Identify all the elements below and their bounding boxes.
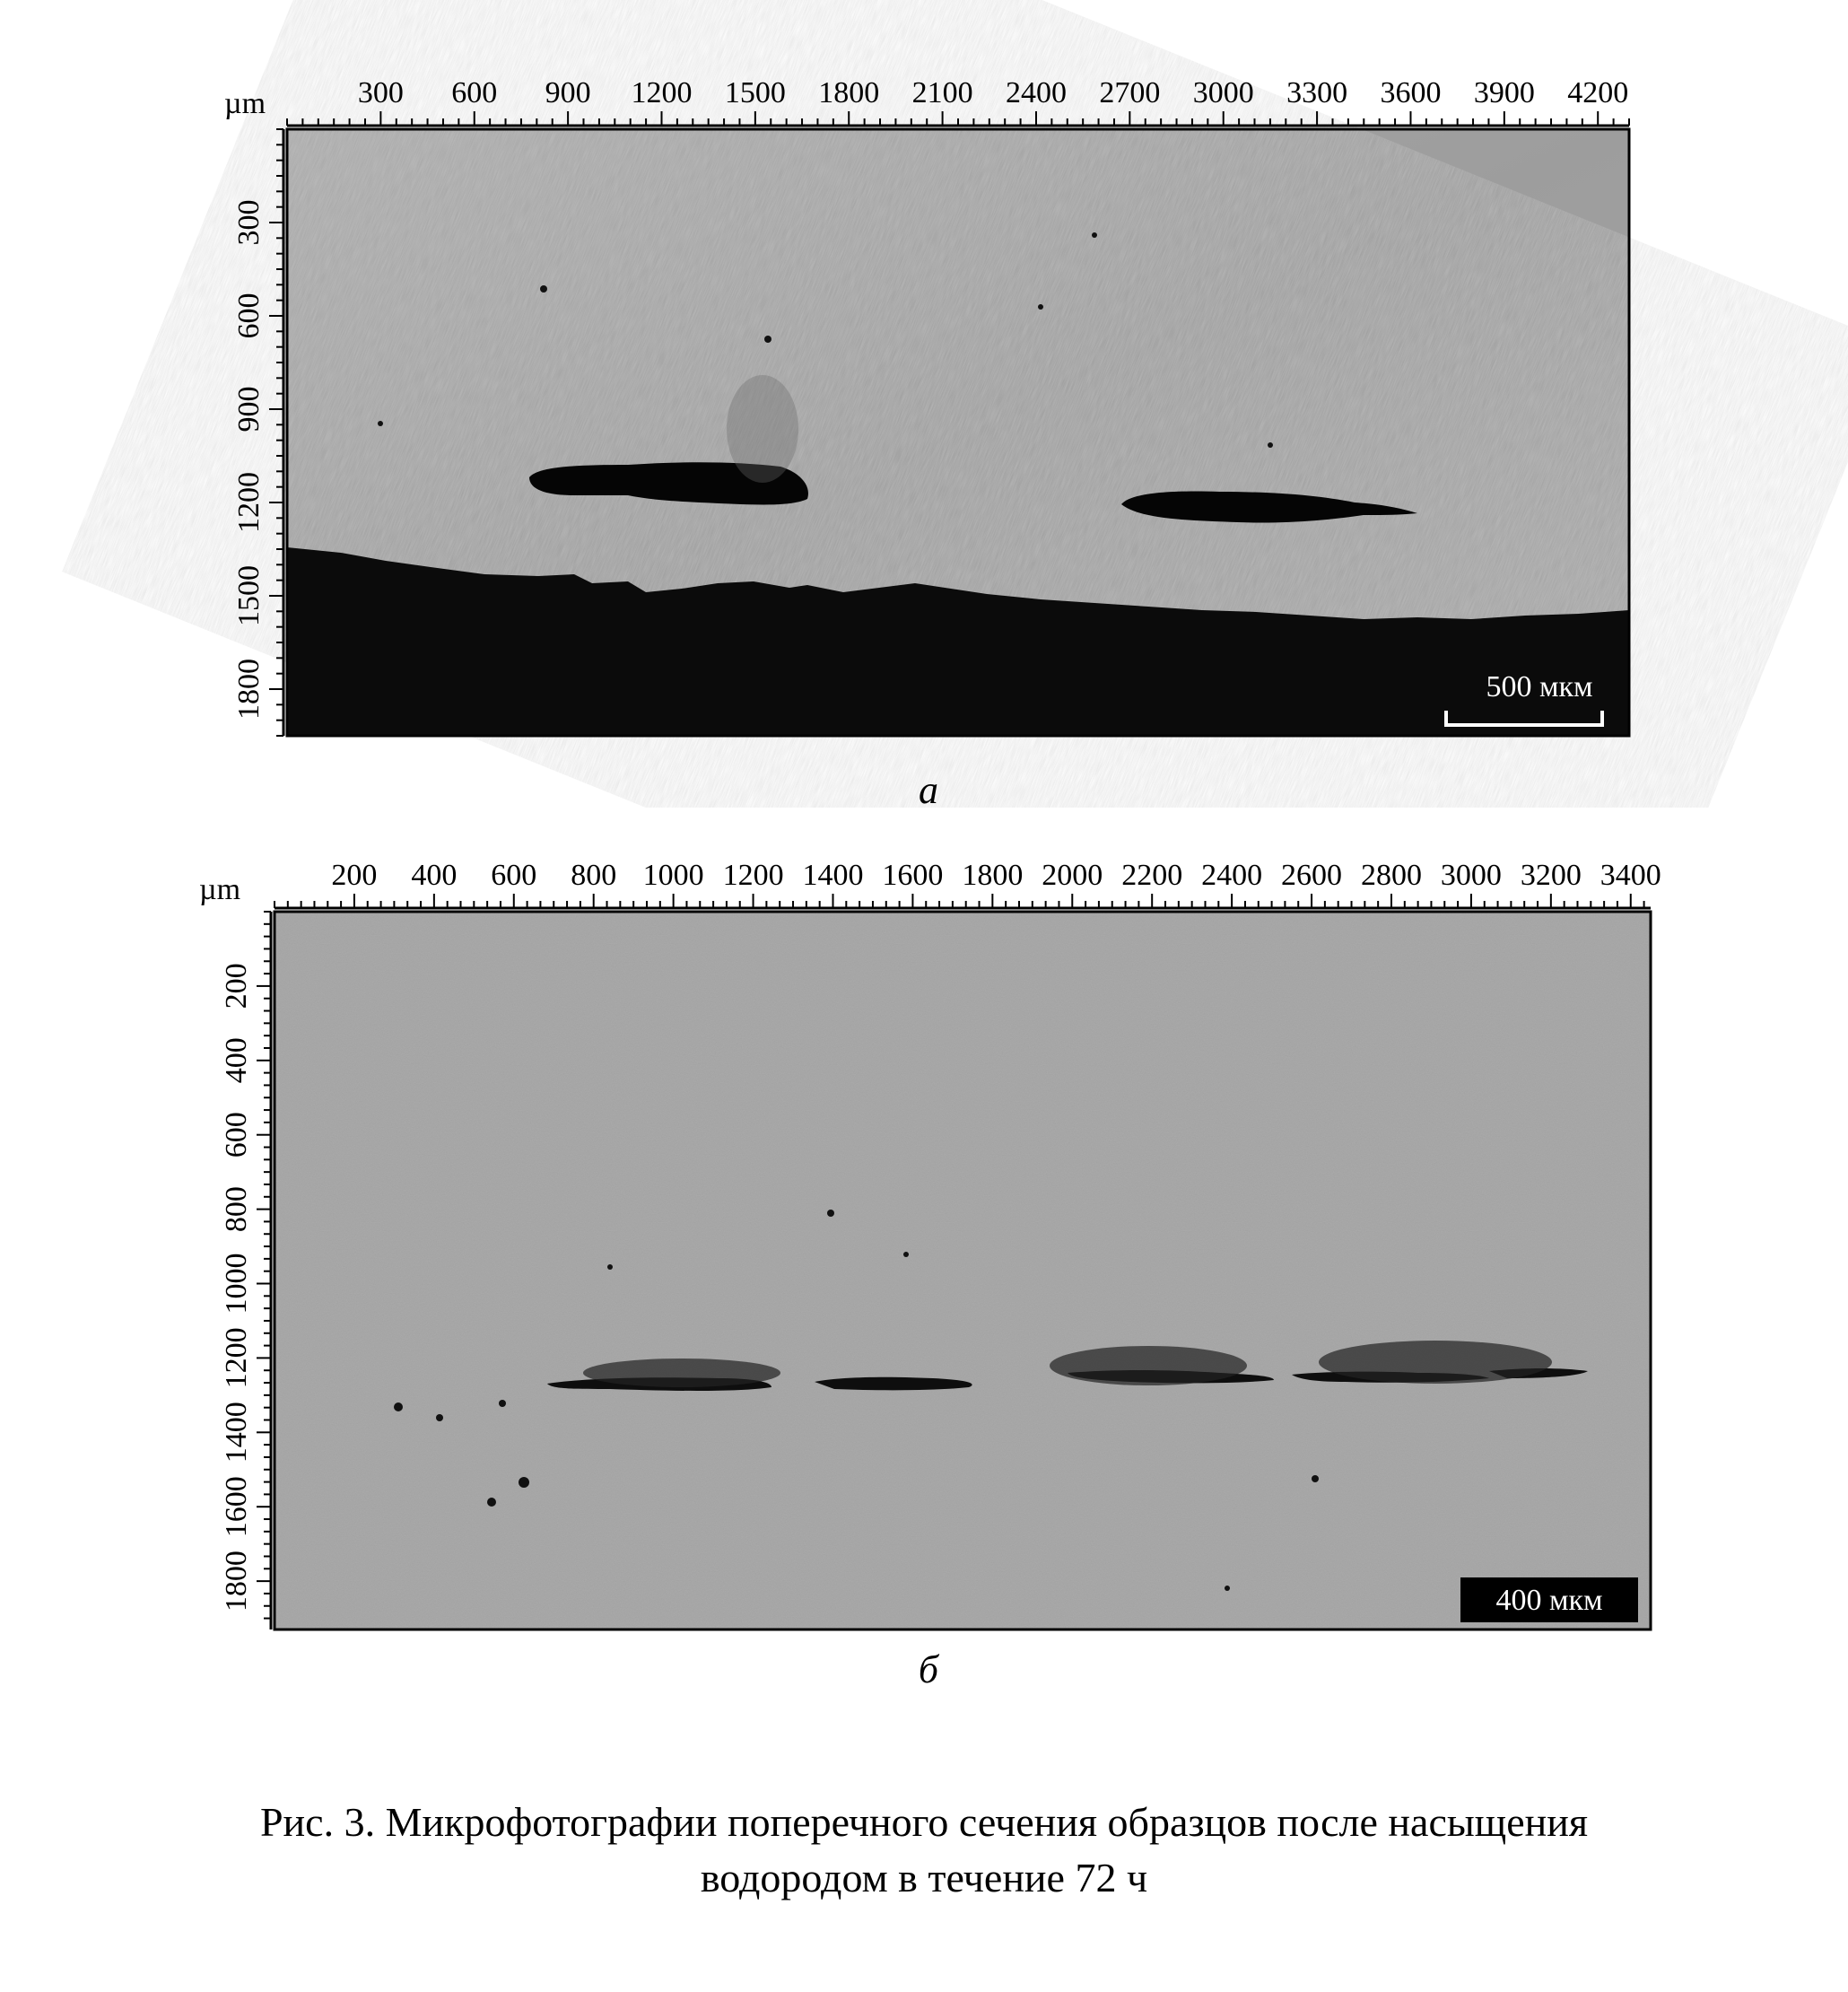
x-tick-label: 1400 (802, 859, 864, 892)
y-tick-label: 1600 (219, 1476, 253, 1538)
y-tick-label: 200 (219, 963, 253, 1009)
x-tick-label: 3900 (1473, 76, 1535, 109)
x-tick-label: 2100 (911, 76, 973, 109)
x-tick-label: 2800 (1360, 859, 1422, 892)
y-tick-label: 1800 (219, 1551, 253, 1612)
unit-label-a: µm (224, 87, 266, 120)
x-tick-label: 2200 (1121, 859, 1183, 892)
figure-caption (117, 1795, 1731, 1906)
y-tick-label: 800 (219, 1186, 253, 1233)
x-tick-label: 1800 (818, 76, 880, 109)
y-tick-label: 300 (231, 199, 266, 246)
x-tick-label: 2400 (1201, 859, 1263, 892)
x-tick-label: 1500 (724, 76, 786, 109)
x-tick-label: 400 (411, 859, 458, 892)
x-tick-label: 3000 (1192, 76, 1254, 109)
x-tick-label: 300 (357, 76, 404, 109)
ruler-y-b (220, 912, 271, 1629)
y-tick-label: 600 (219, 1112, 253, 1158)
x-tick-label: 2000 (1042, 859, 1103, 892)
y-tick-label: 400 (219, 1037, 253, 1084)
x-tick-label: 2600 (1281, 859, 1343, 892)
x-tick-label: 1000 (642, 859, 704, 892)
subfigure-label-b: б (918, 1647, 939, 1691)
micrograph-b (0, 834, 1848, 1732)
scale-bar-b (1460, 1577, 1638, 1622)
unit-label-b: µm (199, 873, 241, 906)
x-tick-label: 2400 (1005, 76, 1067, 109)
x-tick-label: 800 (571, 859, 617, 892)
x-tick-label: 1200 (722, 859, 784, 892)
y-tick-label: 900 (231, 386, 266, 432)
x-tick-label: 900 (545, 76, 591, 109)
x-tick-label: 3600 (1380, 76, 1442, 109)
x-tick-label: 3300 (1286, 76, 1348, 109)
subfigure-label-a: а (919, 768, 938, 812)
y-tick-label: 1200 (219, 1327, 253, 1389)
micrograph-a (0, 0, 1848, 808)
figure-panel-a (0, 0, 1848, 812)
x-tick-label: 4200 (1567, 76, 1629, 109)
x-tick-label: 1600 (882, 859, 944, 892)
caption-line-1: Рис. 3. Микрофотографии поперечного сечения образцов после насыщения (259, 1799, 1589, 1845)
y-tick-label: 1000 (219, 1253, 253, 1315)
y-tick-label: 600 (231, 293, 266, 339)
x-tick-label: 200 (331, 859, 378, 892)
y-tick-label: 1200 (231, 472, 266, 533)
x-tick-label: 600 (451, 76, 498, 109)
y-tick-label: 1800 (231, 659, 266, 720)
micrograph-b-image (275, 912, 1651, 1629)
scale-bar-a-label: 500 мкм (1486, 670, 1593, 703)
ruler-x-b (275, 859, 1661, 908)
y-tick-label: 1500 (231, 565, 266, 626)
x-tick-label: 3400 (1600, 859, 1661, 892)
figure-panel-b (0, 834, 1848, 1732)
x-tick-label: 3000 (1440, 859, 1502, 892)
x-tick-label: 1200 (631, 76, 693, 109)
x-tick-label: 600 (491, 859, 537, 892)
y-tick-label: 1400 (219, 1402, 253, 1463)
x-tick-label: 2700 (1099, 76, 1161, 109)
x-tick-label: 3200 (1520, 859, 1582, 892)
caption-line-2: водородом в течение 72 ч (700, 1855, 1148, 1900)
x-tick-label: 1800 (962, 859, 1024, 892)
scale-bar-b-label: 400 мкм (1495, 1584, 1603, 1617)
